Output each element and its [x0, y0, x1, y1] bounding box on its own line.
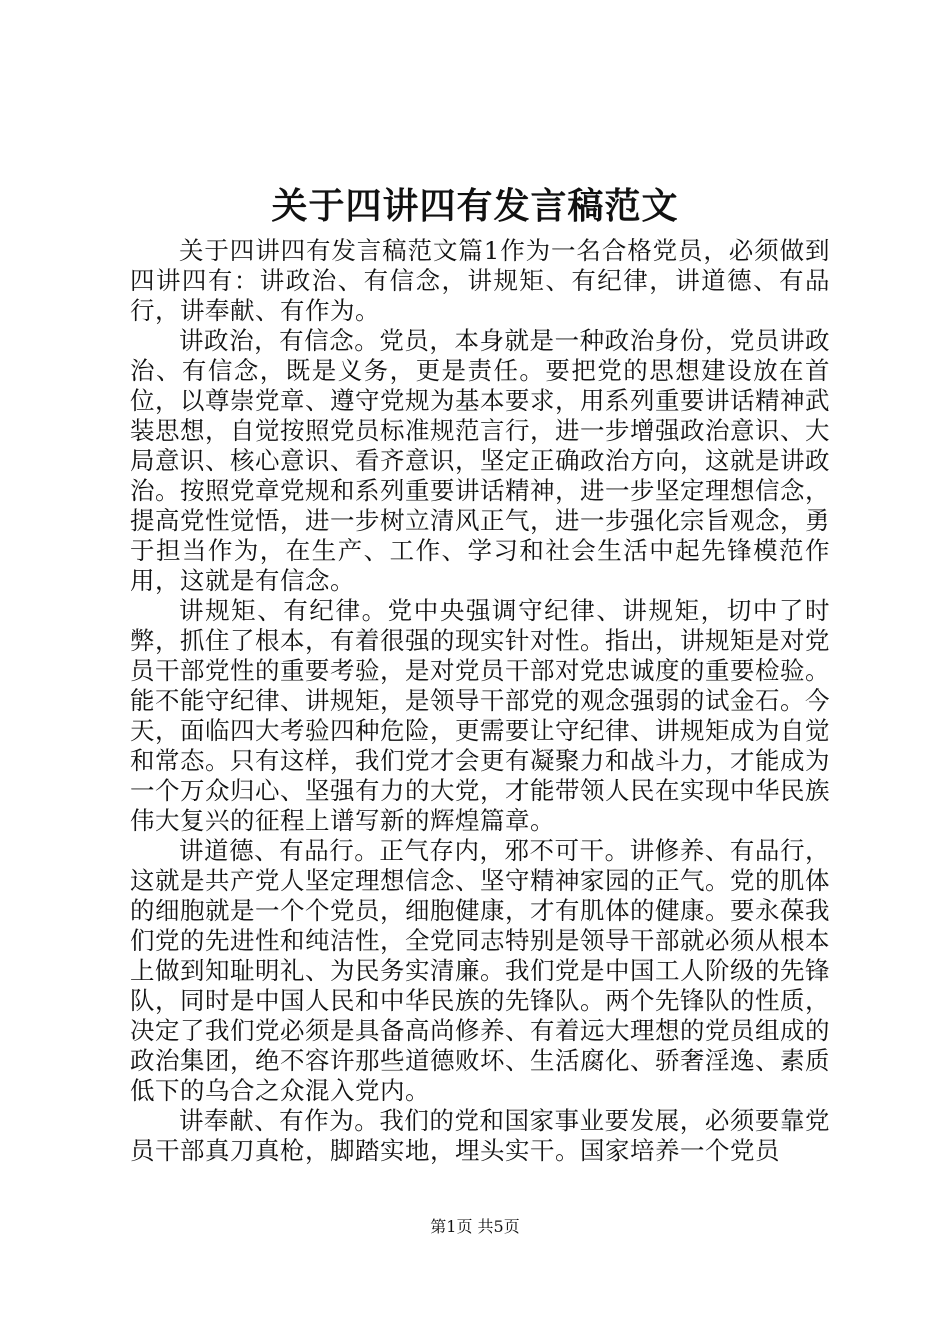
paragraph-discipline: 讲规矩、有纪律。党中央强调守纪律、讲规矩，切中了时弊，抓住了根本，有着很强的现实针对性。指出，讲规矩是对党员干部党性的重要考验，是对党员干部对党忠诚度的重要检验。能不能守纪律、讲规矩，是领导干部党的观念强弱的试金石。今天，面临四大考验四种危险，更需要让守纪律、讲规矩成为自觉和常态。只有这样，我们党才会更有凝聚力和战斗力，才能成为一个万众归心、坚强有力的大党，才能带领人民在实现中华民族伟大复兴的征程上谱写新的辉煌篇章。	[130, 596, 830, 835]
paragraph-dedication: 讲奉献、有作为。我们的党和国家事业要发展，必须要靠党员干部真刀真枪，脚踏实地，埋头实干。国家培养一个党员	[130, 1106, 830, 1165]
page-footer: 第1页 共5页	[430, 1217, 520, 1236]
paragraph-morality: 讲道德、有品行。正气存内，邪不可干。讲修养、有品行，这就是共产党人坚定理想信念、坚守精神家园的正气。党的肌体的细胞就是一个个党员，细胞健康，才有肌体的健康。要永葆我们党的先进性和纯洁性，全党同志特别是领导干部就必须从根本上做到知耻明礼、为民务实清廉。我们党是中国工人阶级的先锋队，同时是中国人民和中华民族的先锋队。两个先锋队的性质，决定了我们党必须是具备高尚修养、有着远大理想的党员组成的政治集团，绝不容许那些道德败坏、生活腐化、骄奢淫逸、素质低下的乌合之众混入党内。	[130, 836, 830, 1105]
document-title: 关于四讲四有发言稿范文	[271, 185, 679, 227]
document-body	[130, 236, 830, 1166]
paragraph-intro: 关于四讲四有发言稿范文篇1作为一名合格党员，必须做到四讲四有：讲政治、有信念，讲规矩、有纪律，讲道德、有品行，讲奉献、有作为。	[130, 236, 830, 325]
paragraph-politics: 讲政治，有信念。党员，本身就是一种政治身份，党员讲政治、有信念，既是义务，更是责任。要把党的思想建设放在首位，以尊崇党章、遵守党规为基本要求，用系列重要讲话精神武装思想，自觉按照党员标准规范言行，进一步增强政治意识、大局意识、核心意识、看齐意识，坚定正确政治方向，这就是讲政治。按照党章党规和系列重要讲话精神，进一步坚定理想信念，提高党性觉悟，进一步树立清风正气，进一步强化宗旨观念，勇于担当作为，在生产、工作、学习和社会生活中起先锋模范作用，这就是有信念。	[130, 326, 830, 595]
